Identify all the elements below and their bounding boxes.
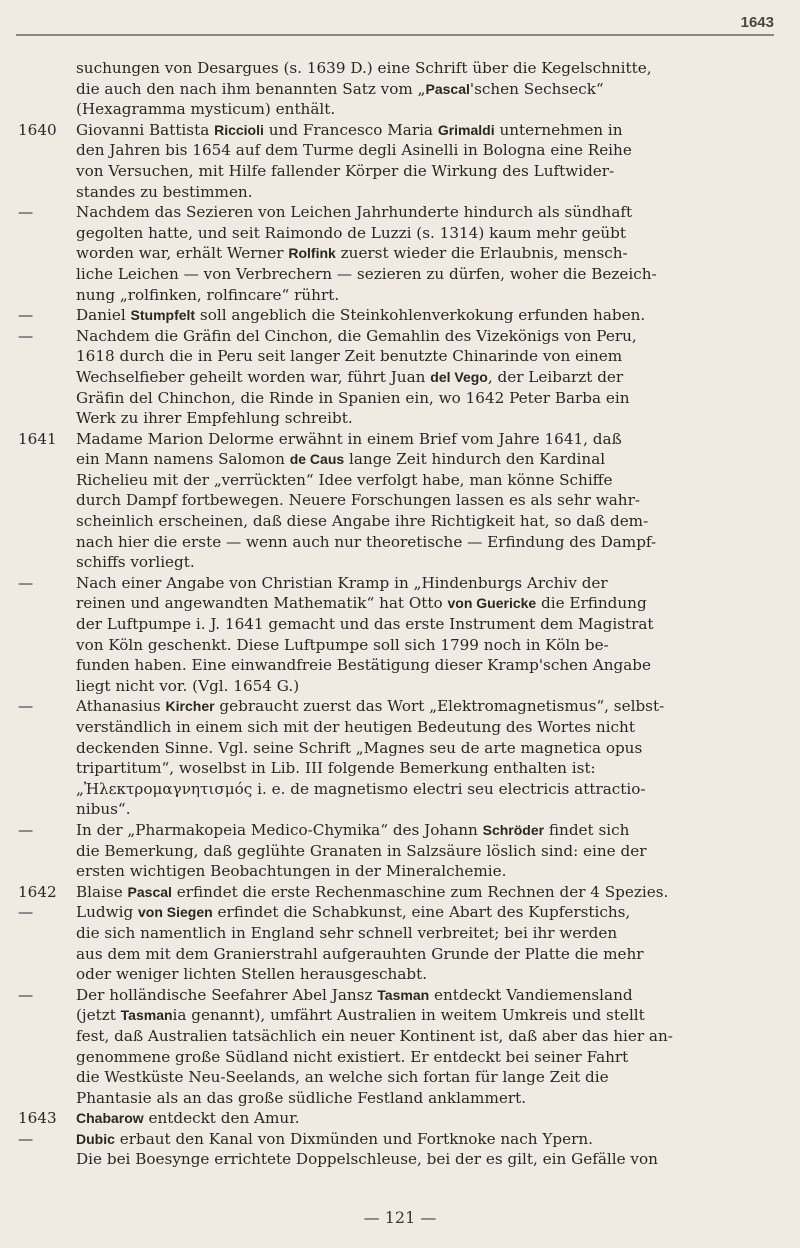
chronology-entry bbox=[18, 429, 778, 573]
entry-text bbox=[76, 429, 778, 573]
text-line: oder weniger lichten Stellen herausgeschabt. bbox=[76, 965, 428, 984]
text-line: ersten wichtigen Beobachtungen in der Mineralchemie. bbox=[76, 862, 507, 881]
entry-text bbox=[76, 573, 778, 697]
person-name: Dubic bbox=[76, 1130, 115, 1147]
person-name: von Guericke bbox=[447, 595, 537, 612]
chronology-entry bbox=[18, 985, 778, 1109]
person-name: Tasman bbox=[120, 1007, 173, 1024]
person-name: Rolfink bbox=[288, 245, 336, 262]
person-name: Kircher bbox=[165, 698, 215, 715]
text-line: scheinlich erscheinen, daß diese Angabe ihre Richtigkeit hat, so daß dem- bbox=[76, 512, 649, 531]
text-line: die auch den nach ihm benannten Satz vom „Pascal'schen Sechseck“ bbox=[76, 79, 604, 98]
person-name: Tasman bbox=[377, 986, 430, 1003]
text-line: Ludwig von Siegen erfindet die Schabkunst, eine Abart des Kupferstichs, bbox=[76, 903, 631, 922]
text-line: liegt nicht vor. (Vgl. 1654 G.) bbox=[76, 676, 300, 695]
text-line: Dubic erbaut den Kanal von Dixmünden und Fortknoke nach Ypern. bbox=[76, 1129, 593, 1148]
text-line: Phantasie als an das große südliche Festland anklammert. bbox=[76, 1088, 527, 1107]
text-line: die Westküste Neu-Seelands, an welche sich fortan für lange Zeit die bbox=[76, 1068, 609, 1087]
entry-year: 1641 bbox=[18, 429, 57, 448]
text-line: suchungen von Desargues (s. 1639 D.) eine Schrift über die Kegelschnitte, bbox=[76, 59, 652, 77]
chronology-entry bbox=[18, 326, 778, 429]
chronology-entry bbox=[18, 120, 778, 202]
entry-year: — bbox=[18, 573, 34, 592]
header-rule bbox=[16, 34, 774, 36]
text-line: ein Mann namens Salomon de Caus lange Zeit hindurch den Kardinal bbox=[76, 450, 606, 469]
entry-year: 1642 bbox=[18, 882, 57, 901]
text-line: aus dem mit dem Granierstrahl aufgerauhten Grunde der Platte die mehr bbox=[76, 944, 644, 963]
entry-year: 1640 bbox=[18, 120, 57, 139]
entry-year: — bbox=[18, 203, 34, 222]
text-line: Nach einer Angabe von Christian Kramp in „Hindenburgs Archiv der bbox=[76, 573, 608, 592]
entry-year: 1643 bbox=[18, 1109, 57, 1128]
text-line: Athanasius Kircher gebraucht zuerst das Wort „Elektromagnetismus“, selbst- bbox=[76, 697, 665, 716]
person-name: von Siegen bbox=[138, 904, 213, 921]
entry-text bbox=[76, 58, 778, 120]
text-line: die Bemerkung, daß geglühte Granaten in Salzsäure löslich sind: eine der bbox=[76, 841, 647, 860]
entry-text bbox=[76, 1108, 778, 1129]
chronology-entry bbox=[18, 882, 778, 903]
text-line: verständlich in einem sich mit der heutigen Bedeutung des Wortes nicht bbox=[76, 718, 635, 736]
chronology-entry bbox=[18, 58, 778, 120]
running-header-year: 1643 bbox=[740, 14, 774, 31]
text-line: Richelieu mit der „verrückten“ Idee verfolgt habe, man könne Schiffe bbox=[76, 470, 613, 489]
text-line: nibus“. bbox=[76, 800, 131, 819]
text-line: nach hier die erste — wenn auch nur theoretische — Erfindung des Dampf- bbox=[76, 532, 657, 551]
person-name: Riccioli bbox=[214, 121, 264, 138]
text-line: durch Dampf fortbewegen. Neuere Forschungen lassen es als sehr wahr- bbox=[76, 491, 640, 510]
entry-text bbox=[76, 985, 778, 1109]
person-name: Pascal bbox=[127, 883, 172, 900]
text-line: schiffs vorliegt. bbox=[76, 553, 195, 572]
text-line: Giovanni Battista Riccioli und Francesco Maria Grimaldi unternehmen in bbox=[76, 120, 623, 139]
person-name: de Caus bbox=[289, 451, 345, 468]
entry-text bbox=[76, 305, 778, 326]
entry-text bbox=[76, 820, 778, 882]
chronology-body bbox=[18, 58, 778, 1170]
person-name: Schröder bbox=[482, 821, 545, 838]
chronology-entry bbox=[18, 1129, 778, 1170]
text-line: von Versuchen, mit Hilfe fallender Körper die Wirkung des Luftwider- bbox=[76, 161, 615, 180]
text-line: „Ἠλεκτρομαγνητισμός i. e. de magnetismo electri seu electricis attractio- bbox=[76, 779, 646, 798]
text-line: von Köln geschenkt. Diese Luftpumpe soll sich 1799 noch in Köln be- bbox=[76, 635, 609, 654]
text-line: fest, daß Australien tatsächlich ein neuer Kontinent ist, daß aber das hier an- bbox=[76, 1026, 673, 1045]
text-line: (jetzt Tasmania genannt), umfährt Australien in weitem Umkreis und stellt bbox=[76, 1006, 645, 1025]
text-line: liche Leichen — von Verbrechern — sezieren zu dürfen, woher die Bezeich- bbox=[76, 264, 657, 283]
entry-text bbox=[76, 120, 778, 202]
text-line: funden haben. Eine einwandfreie Bestätigung dieser Kramp'schen Angabe bbox=[76, 656, 651, 675]
entry-year: — bbox=[18, 306, 34, 325]
text-line: gegolten hatte, und seit Raimondo de Luzzi (s. 1314) kaum mehr geübt bbox=[76, 223, 626, 242]
person-name: Stumpfelt bbox=[130, 307, 196, 324]
text-line: 1618 durch die in Peru seit langer Zeit benutzte Chinarinde von einem bbox=[76, 347, 623, 366]
entry-text bbox=[76, 1129, 778, 1170]
chronology-entry bbox=[18, 305, 778, 326]
entry-year: — bbox=[18, 903, 34, 922]
entry-text bbox=[76, 882, 778, 903]
text-line: worden war, erhält Werner Rolfink zuerst wieder die Erlaubnis, mensch- bbox=[76, 244, 628, 263]
text-line: (Hexagramma mysticum) enthält. bbox=[76, 100, 336, 119]
text-line: Nachdem das Sezieren von Leichen Jahrhunderte hindurch als sündhaft bbox=[76, 203, 633, 222]
entry-year: — bbox=[18, 1129, 34, 1148]
text-line: tripartitum“, woselbst in Lib. III folgende Bemerkung enthalten ist: bbox=[76, 759, 596, 778]
chronology-entry bbox=[18, 696, 778, 820]
entry-year: — bbox=[18, 326, 34, 345]
text-line: genommene große Südland nicht existiert. Er entdeckt bei seiner Fahrt bbox=[76, 1047, 629, 1066]
text-line: nung „rolfinken, rolfincare“ rührt. bbox=[76, 285, 340, 304]
text-line: Blaise Pascal erfindet die erste Rechenmaschine zum Rechnen der 4 Spezies. bbox=[76, 882, 669, 901]
chronology-entry bbox=[18, 573, 778, 697]
text-line: Wechselfieber geheilt worden war, führt Juan del Vego, der Leibarzt der bbox=[76, 367, 624, 386]
page-number: — 121 — bbox=[363, 1208, 437, 1227]
chronology-entry bbox=[18, 902, 778, 984]
entry-year: — bbox=[18, 820, 34, 839]
text-line: Chabarow entdeckt den Amur. bbox=[76, 1109, 300, 1128]
text-line: der Luftpumpe i. J. 1641 gemacht und das erste Instrument dem Magistrat bbox=[76, 615, 654, 634]
entry-text bbox=[76, 326, 778, 429]
text-line: In der „Pharmakopeia Medico-Chymika“ des Johann Schröder findet sich bbox=[76, 820, 630, 839]
chronology-entry bbox=[18, 202, 778, 305]
text-line: Nachdem die Gräfin del Cinchon, die Gemahlin des Vizekönigs von Peru, bbox=[76, 326, 637, 345]
chronology-entry bbox=[18, 820, 778, 882]
person-name: del Vego bbox=[430, 368, 488, 385]
text-line: Die bei Boesynge errichtete Doppelschleuse, bei der es gilt, ein Gefälle von bbox=[76, 1150, 658, 1169]
text-line: deckenden Sinne. Vgl. seine Schrift „Magnes seu de arte magnetica opus bbox=[76, 738, 643, 757]
text-line: standes zu bestimmen. bbox=[76, 182, 253, 201]
text-line: die sich namentlich in England sehr schnell verbreitet; bei ihr werden bbox=[76, 923, 618, 942]
text-line: Madame Marion Delorme erwähnt in einem Brief vom Jahre 1641, daß bbox=[76, 429, 622, 448]
entry-text bbox=[76, 902, 778, 984]
entry-year: — bbox=[18, 697, 34, 716]
text-line: den Jahren bis 1654 auf dem Turme degli Asinelli in Bologna eine Reihe bbox=[76, 141, 632, 160]
entry-text bbox=[76, 696, 778, 820]
text-line: Der holländische Seefahrer Abel Jansz Tasman entdeckt Vandiemensland bbox=[76, 985, 633, 1004]
entry-text bbox=[76, 202, 778, 305]
text-line: Daniel Stumpfelt soll angeblich die Steinkohlenverkokung erfunden haben. bbox=[76, 306, 646, 325]
text-line: Werk zu ihrer Empfehlung schreibt. bbox=[76, 409, 353, 428]
person-name: Chabarow bbox=[76, 1110, 144, 1127]
person-name: Pascal bbox=[425, 80, 470, 97]
text-line: reinen und angewandten Mathematik“ hat Otto von Guericke die Erfindung bbox=[76, 594, 647, 613]
chronology-entry bbox=[18, 1108, 778, 1129]
text-line: Gräfin del Chinchon, die Rinde in Spanien ein, wo 1642 Peter Barba ein bbox=[76, 388, 630, 407]
person-name: Grimaldi bbox=[437, 121, 495, 138]
entry-year: — bbox=[18, 985, 34, 1004]
